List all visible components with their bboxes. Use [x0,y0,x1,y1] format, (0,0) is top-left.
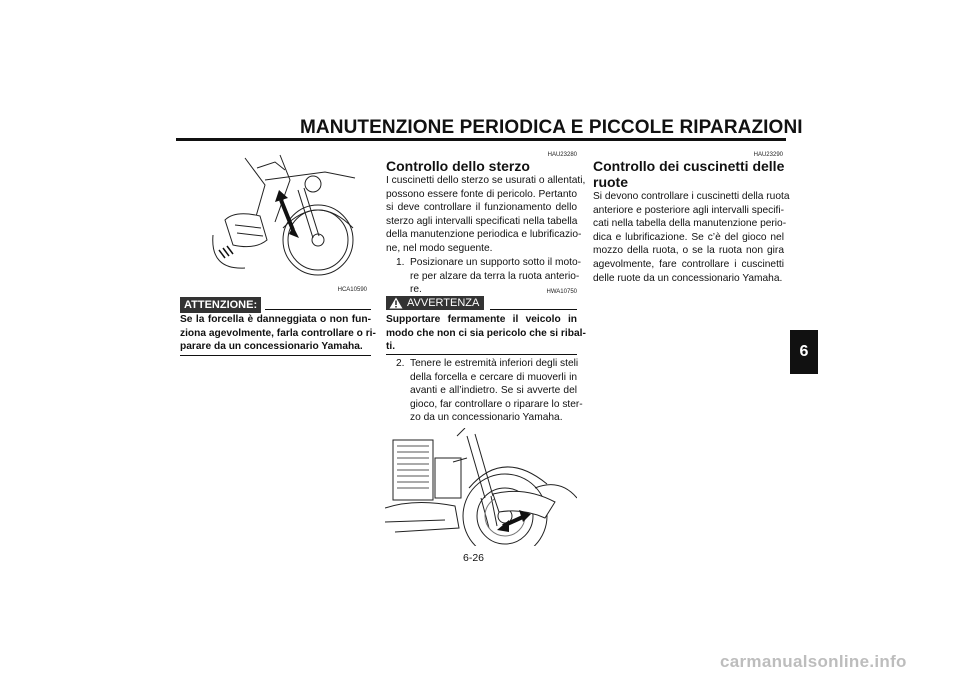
section-code-wheel-bearings: HAU23290 [753,152,783,158]
warning-text [386,313,586,354]
warning-label-box [386,296,484,310]
paragraph-line: anteriore e posteriore agli intervalli specifi- [593,204,784,216]
steering-check-illustration [385,428,577,546]
section-title-wheel-bearings [593,158,784,190]
warning-line: modo che non ci sia pericolo che si ribal- [386,327,586,339]
chapter-tab[interactable]: 6 [790,330,818,374]
title-line: ruote [593,174,628,190]
step-line: avanti e all’indietro. Se si avverte del [410,385,577,397]
page-number: 6-26 [463,552,485,564]
caution-bottom-rule [180,355,371,356]
step-line: Posizionare un supporto sotto il moto- [410,257,582,268]
figure-code: HCA10590 [337,287,367,293]
caution-line: ziona agevolmente, farla controllare o ri- [180,327,376,339]
step-line: re per alzare da terra la ruota anterio- [410,270,580,282]
warning-line: ti. [386,341,396,353]
wheel-bearings-paragraph [593,190,790,285]
paragraph-line: sterzo agli intervalli specificati nella tabella [386,215,578,227]
paragraph-line: della manutenzione periodica e lubrificazio- [386,229,582,241]
step-line: zo da un concessionario Yamaha. [410,412,563,424]
paragraph-line: mozzo della ruota, o se la ruota non gira [593,245,784,257]
step-2-number: 2. [396,358,405,369]
warning-line: Supportare fermamente il veicolo in [386,314,577,325]
warning-code: HWA10750 [546,289,577,295]
caution-line: parare da un concessionario Yamaha. [180,341,363,353]
caution-line: Se la forcella è danneggiata o non fun- [180,314,371,325]
step-line: Tenere le estremità inferiori degli steli [410,358,579,369]
step-line: della forcella e cercare di muoverli in [410,371,577,383]
warning-top-rule [490,309,577,310]
paragraph-line: si deve controllare il funzionamento dello [386,202,577,214]
step-1-number: 1. [396,257,405,268]
step-line: re. [410,284,422,296]
caution-text [180,313,376,354]
paragraph-line: Si devono controllare i cuscinetti della ruota [593,191,790,202]
warning-bottom-rule [386,354,577,355]
header-rule [176,138,786,141]
page-header-title: MANUTENZIONE PERIODICA E PICCOLE RIPARAZIONI [300,117,803,138]
paragraph-line: possono essere fonte di pericolo. Pertanto [386,188,577,200]
caution-top-rule [265,309,371,310]
paragraph-line: I cuscinetti dello sterzo se usurati o allentati, [386,175,586,186]
caution-label: ATTENZIONE: [180,297,261,313]
steering-paragraph [386,174,586,256]
section-title-steering: Controllo dello sterzo [386,158,530,174]
paragraph-line: delle ruote da un concessionario Yamaha. [593,272,783,284]
step-2-text [410,357,583,425]
paragraph-line: ne, nel modo seguente. [386,242,493,254]
step-line: gioco, far controllare o riparare lo ster- [410,398,583,410]
section-code-steering: HAU23280 [547,152,577,158]
paragraph-line: agevolmente, fare controllare i cuscinetti [593,258,784,270]
paragraph-line: cati nella tabella della manutenzione perio- [593,218,787,230]
warning-triangle-icon [389,297,403,309]
watermark-text[interactable]: carmanualsonline.info [720,652,907,671]
fork-check-illustration [205,150,365,285]
title-line: Controllo dei cuscinetti delle [593,158,785,174]
warning-label: AVVERTENZA [407,297,480,309]
paragraph-line: dica e lubrificazione. Se c’è del gioco nel [593,231,784,243]
